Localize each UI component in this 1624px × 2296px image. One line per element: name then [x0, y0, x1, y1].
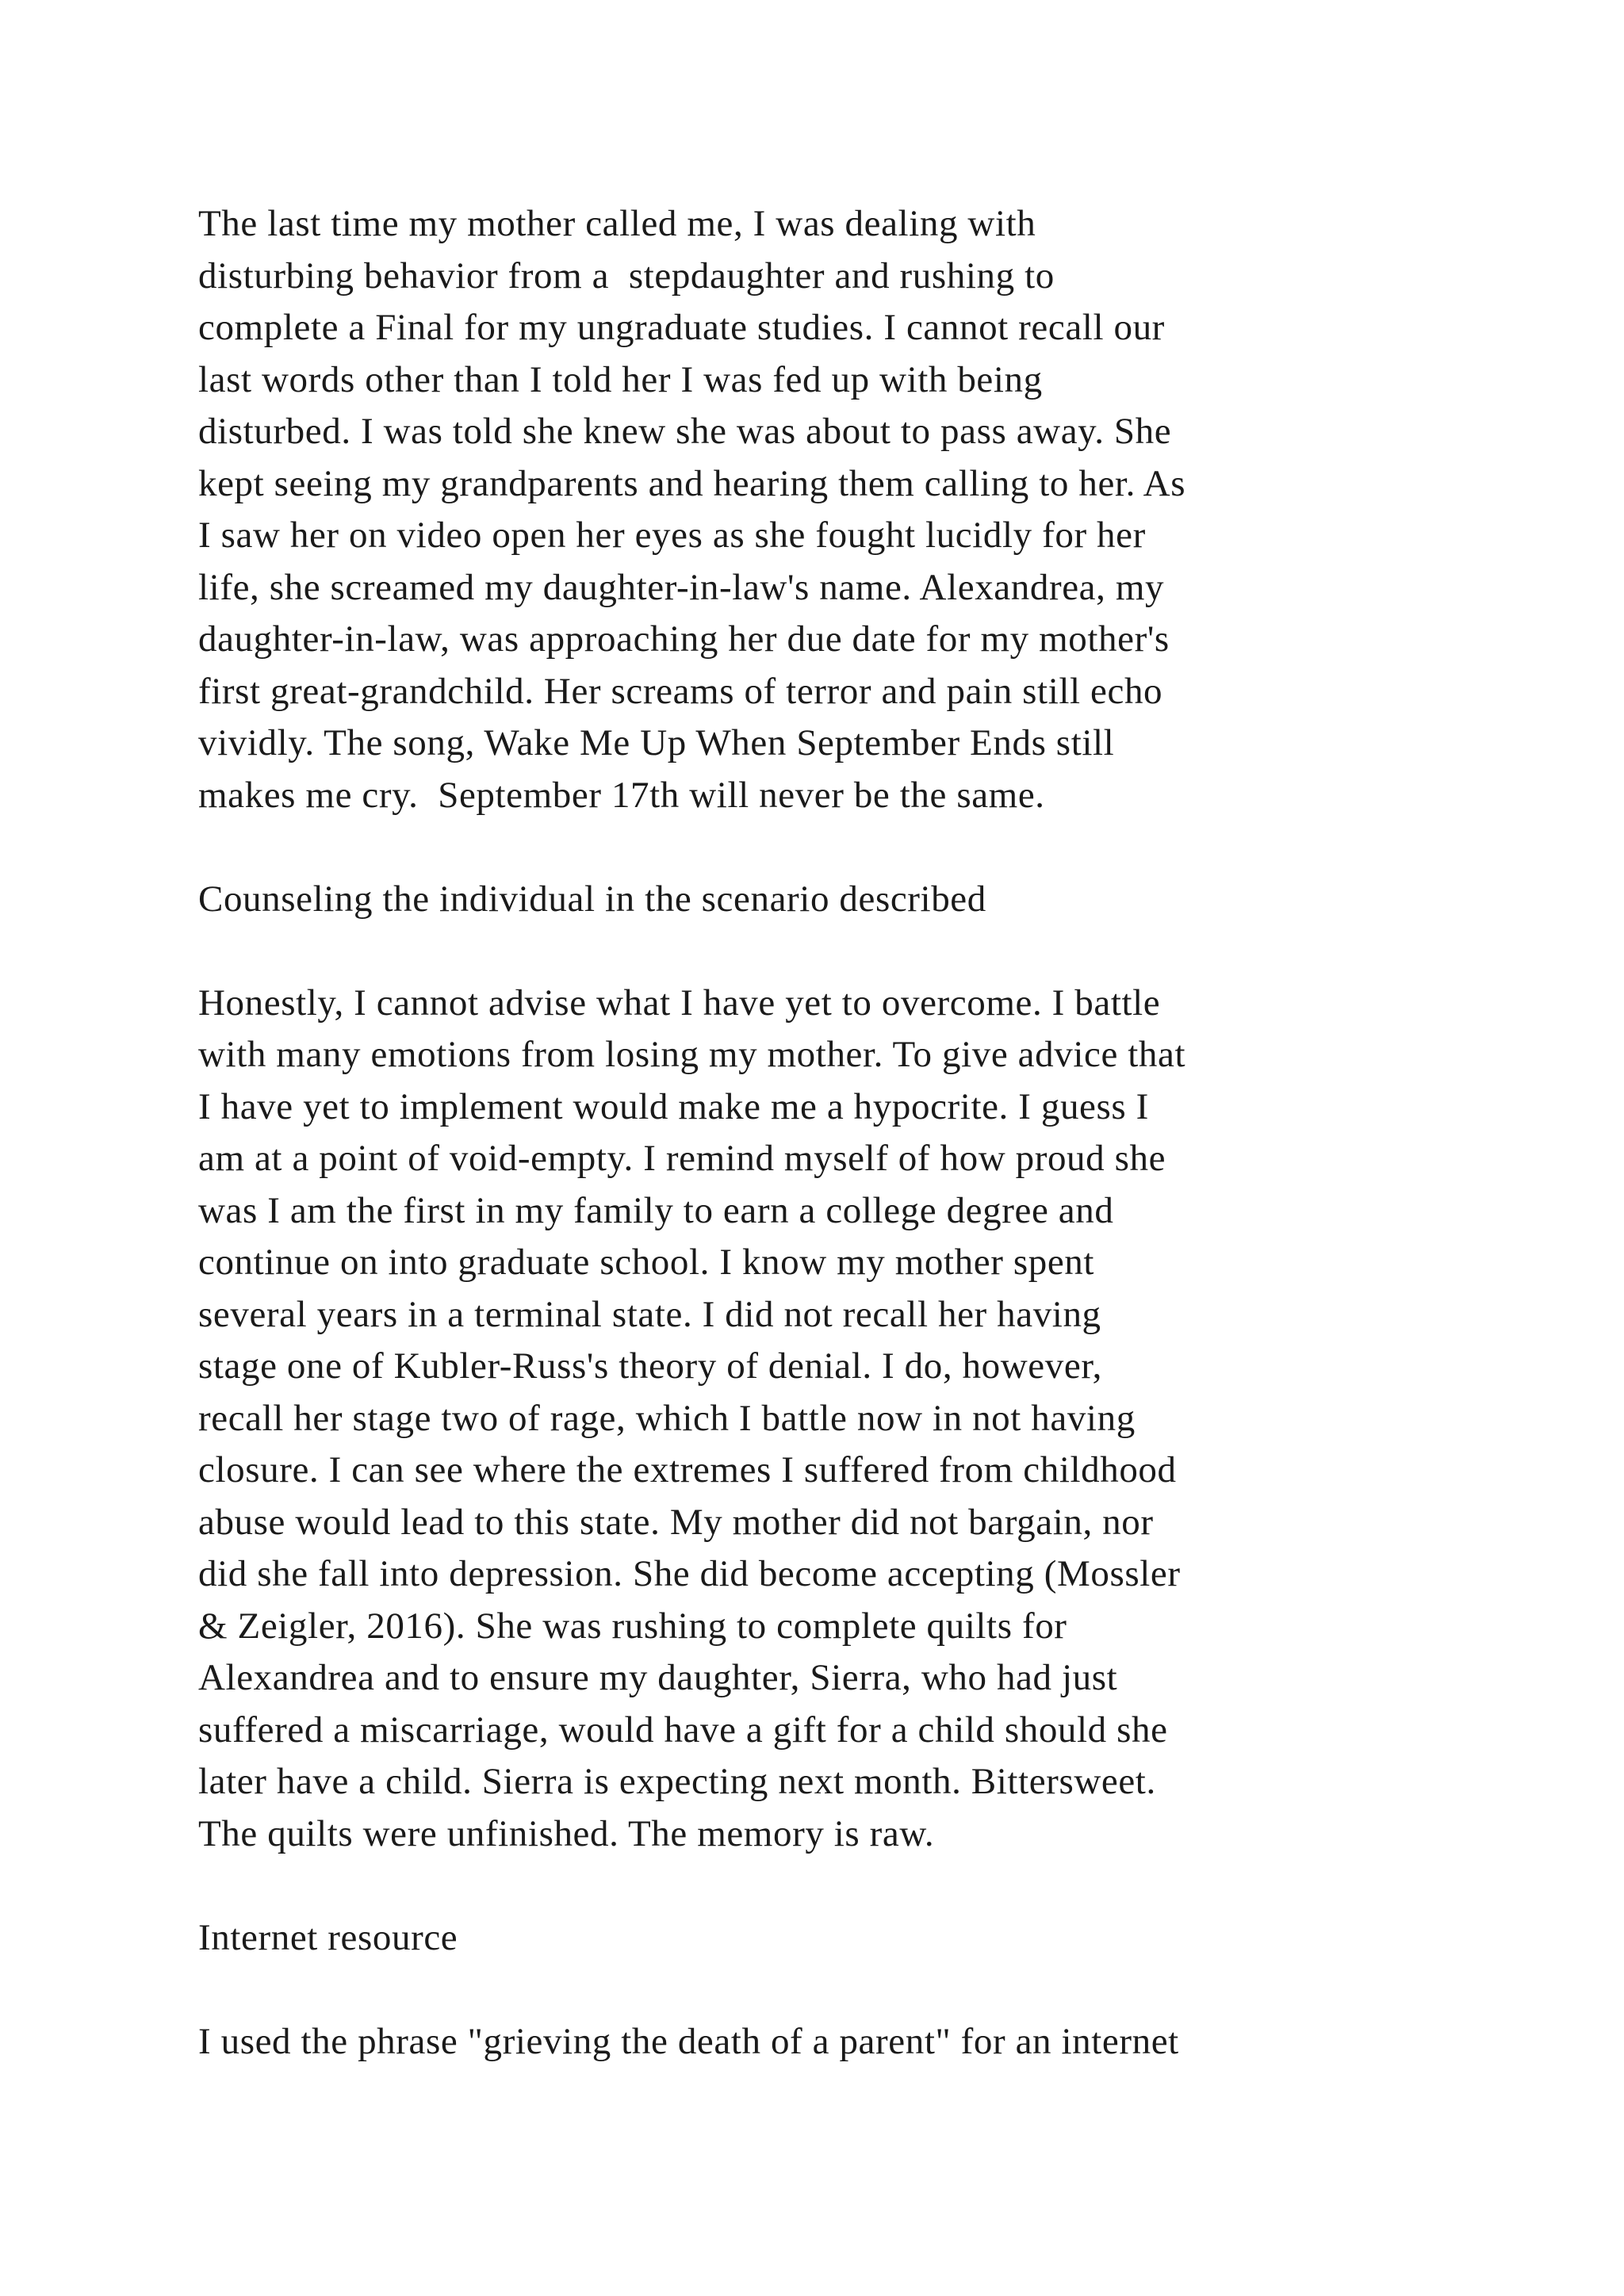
section-heading-internet-resource: Internet resource [198, 1916, 458, 1958]
text-line: stage one of Kubler-Russ's theory of denial. I do, however, [198, 1345, 1103, 1387]
document-body [198, 198, 1451, 2068]
text-line: closure. I can see where the extremes I suffered from childhood [198, 1449, 1177, 1490]
text-line: several years in a terminal state. I did not recall her having [198, 1293, 1101, 1335]
paragraph-memory [198, 198, 1451, 821]
text-line: makes me cry. September 17th will never be the same. [198, 774, 1045, 816]
text-line: recall her stage two of rage, which I battle now in not having [198, 1397, 1136, 1439]
paragraph-gap [198, 1860, 1451, 1912]
text-line: last words other than I told her I was fed up with being [198, 358, 1043, 400]
text-line: kept seeing my grandparents and hearing them calling to her. As [198, 462, 1186, 504]
text-line: with many emotions from losing my mother. To give advice that [198, 1034, 1186, 1075]
text-line: am at a point of void-empty. I remind myself of how proud she [198, 1138, 1166, 1179]
text-line: disturbed. I was told she knew she was about to pass away. She [198, 411, 1172, 452]
text-line: life, she screamed my daughter-in-law's name. Alexandrea, my [198, 566, 1165, 608]
text-line: complete a Final for my ungraduate studies. I cannot recall our [198, 307, 1165, 348]
text-line: I have yet to implement would make me a hypocrite. I guess I [198, 1085, 1149, 1127]
text-line: Honestly, I cannot advise what I have yet to overcome. I battle [198, 982, 1161, 1024]
text-line: later have a child. Sierra is expecting next month. Bittersweet. [198, 1761, 1156, 1802]
text-line: & Zeigler, 2016). She was rushing to complete quilts for [198, 1605, 1067, 1647]
text-line: I used the phrase "grieving the death of a parent" for an internet [198, 2020, 1179, 2062]
text-line: suffered a miscarriage, would have a gift for a child should she [198, 1709, 1168, 1751]
text-line: disturbing behavior from a stepdaughter and rushing to [198, 254, 1055, 297]
text-line: daughter-in-law, was approaching her due date for my mother's [198, 618, 1170, 660]
paragraph-counseling [198, 978, 1451, 1861]
text-line: abuse would lead to this state. My mother did not bargain, nor [198, 1501, 1154, 1543]
text-line: first great-grandchild. Her screams of terror and pain still echo [198, 670, 1163, 712]
text-line: The quilts were unfinished. The memory is raw. [198, 1812, 935, 1854]
text-line: The last time my mother called me, I was dealing with [198, 203, 1036, 244]
section-heading-counseling: Counseling the individual in the scenario described [198, 878, 986, 920]
paragraph-internet-resource [198, 2016, 1451, 2068]
paragraph-gap [198, 821, 1451, 874]
text-line: vividly. The song, Wake Me Up When September Ends still [198, 722, 1115, 763]
text-line: did she fall into depression. She did become accepting (Mossler [198, 1553, 1181, 1594]
paragraph-gap [198, 925, 1451, 978]
text-line: continue on into graduate school. I know my mother spent [198, 1242, 1095, 1283]
text-line: was I am the first in my family to earn a college degree and [198, 1189, 1114, 1231]
text-line: Alexandrea and to ensure my daughter, Sierra, who had just [198, 1657, 1118, 1698]
text-line: I saw her on video open her eyes as she fought lucidly for her [198, 515, 1146, 556]
paragraph-gap [198, 1964, 1451, 2016]
